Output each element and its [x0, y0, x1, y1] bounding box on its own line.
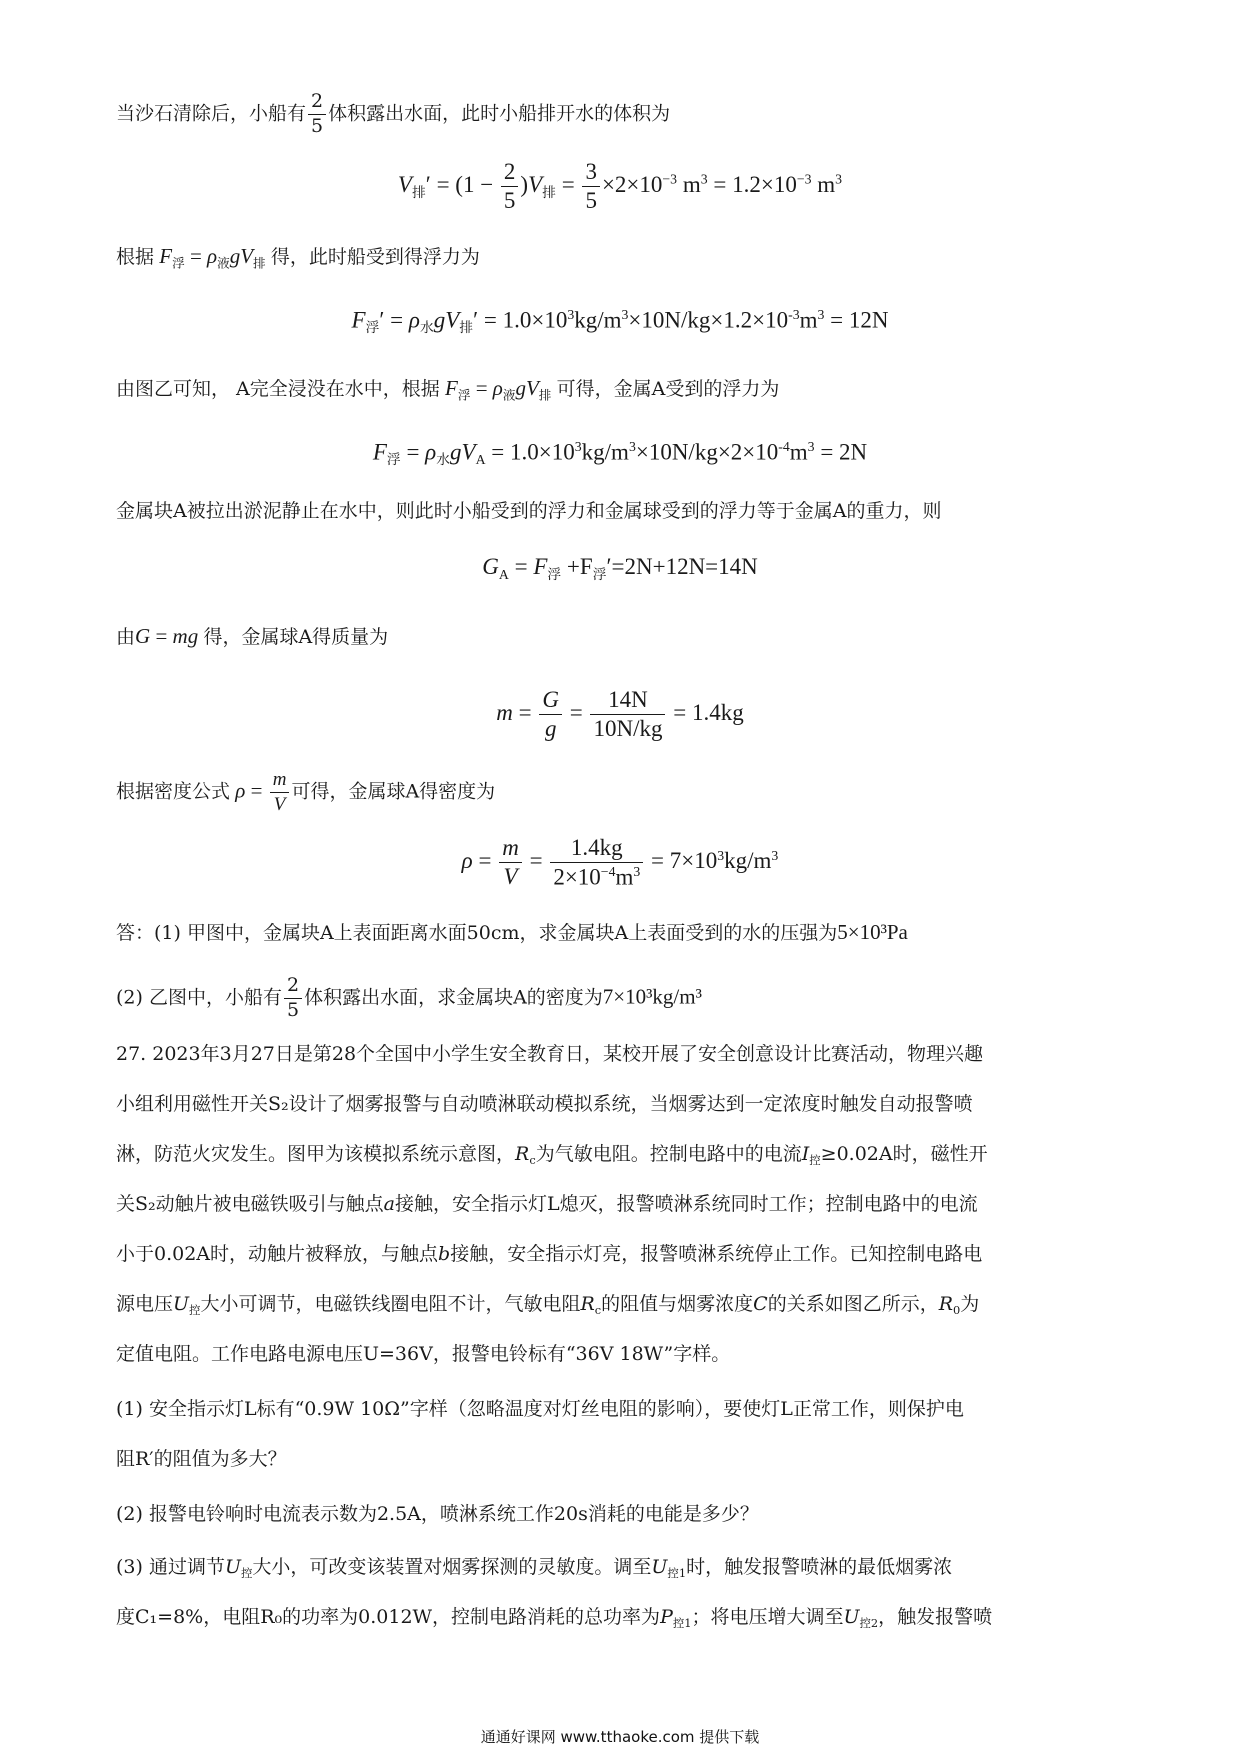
- question-27-line-5: 小于0.02A时，动触片被释放，与触点b接触，安全指示灯亮，报警喷淋系统停止工作。已知控制电路电: [116, 1243, 983, 1265]
- equation-weight: $G_A = F_浮 +F_浮'=2N+12N=14N$: [482, 554, 758, 582]
- answer-1: 答：(1) 甲图中，金属块A上表面距离水面50cm，求金属块A上表面受到的水的压强为5×10³Pa: [116, 920, 908, 944]
- question-27-line-3: 淋，防范火灾发生。图甲为该模拟系统示意图，$R_c$为气敏电阻。控制电路中的电流$I_控\ge 0.02A$时，磁性开: [116, 1143, 988, 1167]
- sub-question-3-line-1: (3) 通过调节$U_控$大小，可改变该装置对烟雾探测的灵敏度。调至$U_{控1}$时，触发报警喷淋的最低烟雾浓: [116, 1556, 953, 1580]
- sub-question-2: (2) 报警电铃响时电流表示数为2.5A，喷淋系统工作20s消耗的电能是多少？: [116, 1503, 759, 1525]
- question-27-line-1: 27. 2023年3月27日是第28个全国中小学生安全教育日，某校开展了安全创意设计比赛活动，物理兴趣: [116, 1043, 984, 1065]
- equation-density: ρ = $\frac{m}{V}$ = $\frac{1.4kg}{2\times 10^{-4}m^3}$ = $7\times 10^3kg/m^3$: [461, 835, 779, 890]
- solution-line-2: 根据 $F_浮 = \rho_液gV_排$ 得，此时船受到得浮力为: [116, 244, 480, 271]
- solution-line-3: 由图乙可知， A完全浸没在水中，根据 $F_浮 = \rho_液gV_排$ 可得，金属A受到的浮力为: [116, 376, 780, 403]
- answer-2: (2) 乙图中，小船有 $\frac{2}{5}$ 体积露出水面，求金属块A的密度为7×10³kg/m³: [116, 974, 702, 1021]
- fraction-2-5: $\frac{2}{5}$: [308, 92, 326, 137]
- sub-question-1-line-1: (1) 安全指示灯L标有“0.9W 10Ω”字样（忽略温度对灯丝电阻的影响），要使灯L正常工作，则保护电: [116, 1398, 964, 1420]
- equation-buoyancy-boat: $F_浮' = \rho_水gV_排' = 1.0\times 10^3kg/m^3\times 10N/kg\times 1.2\times 10^{-3}m^3 = 12N$: [351, 307, 889, 336]
- sub-question-1-line-2: 阻R′的阻值为多大？: [116, 1448, 287, 1470]
- solution-line-4: 金属块A被拉出淤泥静止在水中，则此时小船受到的浮力和金属球受到的浮力等于金属A的重力，则: [116, 500, 942, 522]
- equation-mass: m = $\frac{G}{g}$ = $\frac{14N}{10N/kg}$ = 1.4kg: [496, 687, 744, 742]
- solution-line-5: 由G = mg 得，金属球A得质量为: [116, 624, 389, 648]
- question-27-line-6: 源电压$U_控$大小可调节，电磁铁线圈电阻不计，气敏电阻$R_c$的阻值与烟雾浓度C的关系如图乙所示，$R_0$为: [116, 1293, 980, 1317]
- equation-buoyancy-a: $F_浮 = \rho_水gV_A = 1.0\times 10^3kg/m^3\times 10N/kg\times 2\times 10^{-4}m^3 = 2N$: [372, 439, 868, 468]
- question-27-line-2: 小组利用磁性开关S₂设计了烟雾报警与自动喷淋联动模拟系统，当烟雾达到一定浓度时触发自动报警喷: [116, 1093, 973, 1115]
- page-footer: 通通好课网 www.tthaoke.com 提供下载: [480, 1728, 760, 1746]
- sub-question-3-line-2: 度C₁=8%，电阻R₀的功率为0.012W，控制电路消耗的总功率为$P_{控1}$；将电压增大调至$U_{控2}$，触发报警喷: [116, 1606, 993, 1630]
- question-27-line-7: 定值电阻。工作电路电源电压U=36V，报警电铃标有“36V 18W”字样。: [116, 1343, 731, 1365]
- solution-line-1: 当沙石清除后，小船有 $\frac{2}{5}$ 体积露出水面，此时小船排开水的体积为: [116, 90, 671, 137]
- equation-v-displaced: $V_排' = (1$ − $\frac{2}{5}$ )$V_排$ = $\frac{3}{5}$ $\times 2\times 10^{-3}$ $m^3 = 1.2\times 10^{-3}$ $m^3$: [397, 159, 843, 214]
- question-27-line-4: 关S₂动触片被电磁铁吸引与触点a接触，安全指示灯L熄灭，报警喷淋系统同时工作；控制电路中的电流: [116, 1193, 978, 1215]
- solution-line-6: 根据密度公式 ρ = $\frac{m}{V}$ 可得，金属球A得密度为: [116, 769, 496, 815]
